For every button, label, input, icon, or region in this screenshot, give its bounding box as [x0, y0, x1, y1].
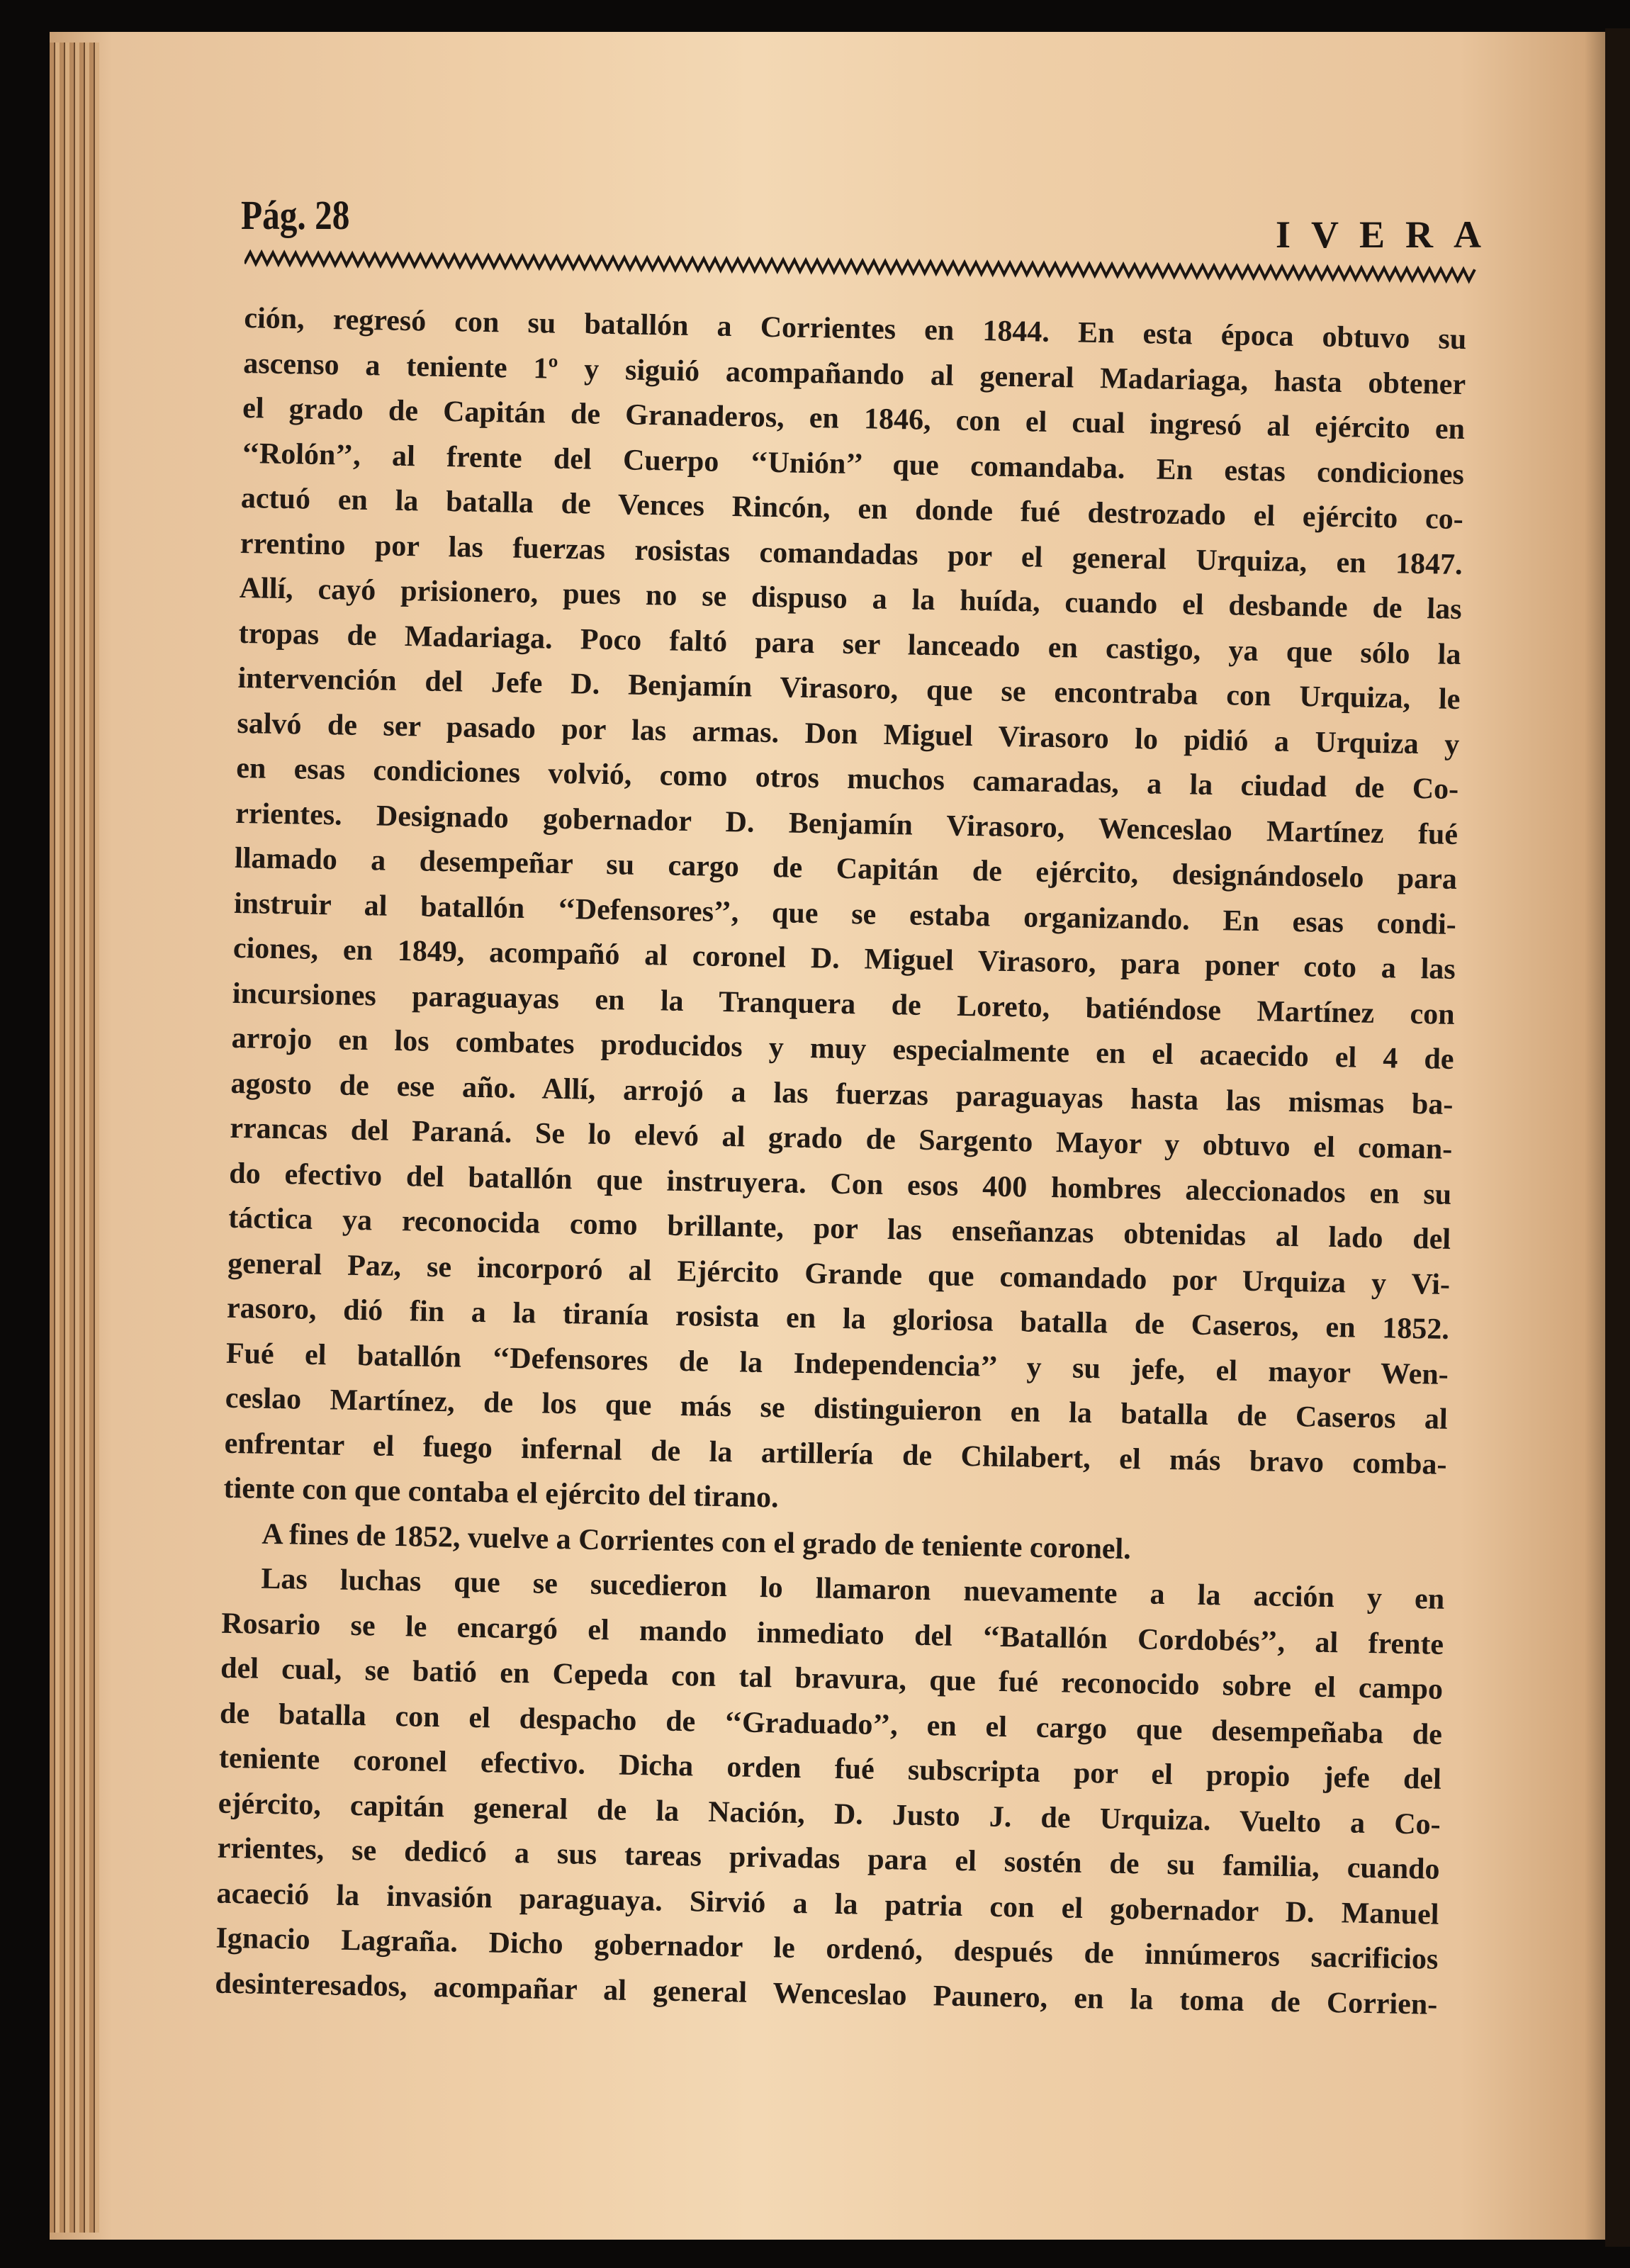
- text-line: Fué el batallón ‘‘Defensores de la Independencia’’ y su jefe, el mayor Wen-: [225, 1337, 1449, 1391]
- text-line: rasoro, dió fin a la tiranía rosista en la gloriosa batalla de Caseros, en 1852.: [226, 1291, 1450, 1346]
- text-line: do efectivo del batallón que instruyera. Con esos 400 hombres aleccionados en su: [229, 1157, 1452, 1211]
- body-text: [215, 296, 1467, 2028]
- running-title: [1276, 213, 1481, 257]
- text-line: rrentino por las fuerzas rosistas comandadas por el general Urquiza, en 1847.: [240, 527, 1463, 581]
- text-line: instruir al batallón ‘‘Defensores’’, que se estaba organizando. En esas condi-: [233, 887, 1457, 941]
- text-line: ejército, capitán general de la Nación, D. Justo J. de Urquiza. Vuelto a Co-: [218, 1787, 1441, 1841]
- title-letter: V: [1311, 213, 1339, 256]
- text-line: enfrentar el fuego infernal de la artillería de Chilabert, el más bravo comba-: [224, 1427, 1447, 1481]
- text-line: llamado a desempeñar su cargo de Capitán de ejército, designándoselo para: [234, 841, 1458, 896]
- text-line: en esas condiciones volvió, como otros muchos camaradas, a la ciudad de Co-: [235, 751, 1459, 807]
- text-line: teniente coronel efectivo. Dicha orden fué subscripta por el propio jefe del: [218, 1741, 1442, 1796]
- text-line: tiente con que contaba el ejército del tirano.: [223, 1471, 780, 1515]
- text-line: el grado de Capitán de Granaderos, en 1846, con el cual ingresó al ejército en: [242, 391, 1466, 447]
- text-line: rrancas del Paraná. Se lo elevó al grado de Sargento Mayor y obtuvo el coman-: [230, 1111, 1453, 1166]
- text-line: Rosario se le encargó el mando inmediato del ‘‘Batallón Cordobés’’, al frente: [220, 1607, 1444, 1661]
- text-line: táctica ya reconocida como brillante, por las enseñanzas obtenidas al lado del: [227, 1201, 1451, 1256]
- text-line: Las luchas que se sucedieron lo llamaron nuevamente a la acción y en: [261, 1562, 1445, 1616]
- text-line: incursiones paraguayas en la Tranquera de Loreto, batiéndose Martínez con: [232, 977, 1455, 1031]
- text-line: ción, regresó con su batallón a Corrientes en 1844. En esta época obtuvo su: [244, 301, 1467, 357]
- page-number: Pág. 28: [241, 192, 350, 238]
- text-line: intervención del Jefe D. Benjamín Virasoro, que se encontraba con Urquiza, le: [237, 661, 1461, 717]
- text-line: de batalla con el despacho de ‘‘Graduado’’, en el cargo que desempeñaba de: [219, 1697, 1443, 1751]
- text-line: salvó de ser pasado por las armas. Don Miguel Virasoro lo pidió a Urquiza y: [237, 707, 1460, 761]
- text-line: ceslao Martínez, de los que más se distinguieron en la batalla de Caseros al: [225, 1381, 1449, 1436]
- stacked-page-edges: [50, 43, 99, 2233]
- text-line: Allí, cayó prisionero, pues no se dispuso a la huída, cuando el desbande de las: [239, 571, 1462, 627]
- text-line: Ignacio Lagraña. Dicho gobernador le ordenó, después de innúmeros sacrificios: [215, 1921, 1439, 1976]
- text-line: actuó en la batalla de Vences Rincón, en donde fué destrozado el ejército co-: [240, 481, 1464, 537]
- text-line: tropas de Madariaga. Poco faltó para ser lanceado en castigo, ya que sólo la: [238, 617, 1461, 671]
- text-line: general Paz, se incorporó al Ejército Grande que comandado por Urquiza y Vi-: [227, 1247, 1451, 1301]
- text-line: rrientes. Designado gobernador D. Benjamín Virasoro, Wenceslao Martínez fué: [235, 797, 1458, 851]
- text-line: del cual, se batió en Cepeda con tal bravura, que fué reconocido sobre el campo: [220, 1651, 1444, 1706]
- text-line: agosto de ese año. Allí, arrojó a las fuerzas paraguayas hasta las mismas ba-: [230, 1067, 1454, 1121]
- text-line: arrojo en los combates producidos y muy especialmente en el acaecido el 4 de: [231, 1021, 1454, 1076]
- text-line: rrientes, se dedicó a sus tareas privadas para el sostén de su familia, cuando: [217, 1831, 1440, 1886]
- title-letter: E: [1359, 213, 1386, 256]
- text-line: ascenso a teniente 1º y siguió acompañando al general Madariaga, hasta obtener: [242, 347, 1466, 401]
- text-line: desinteresados, acompañar al general Wenceslao Paunero, en la toma de Corrien-: [215, 1967, 1438, 2021]
- page-shadow-edge: [1605, 28, 1630, 2247]
- text-line: ‘‘Rolón’’, al frente del Cuerpo ‘‘Unión’’ que comandaba. En estas condiciones: [241, 437, 1465, 491]
- title-letter: A: [1453, 213, 1481, 256]
- text-line: A fines de 1852, vuelve a Corrientes con el grado de teniente coronel.: [262, 1517, 1132, 1566]
- title-letter: R: [1405, 213, 1433, 256]
- text-line: acaeció la invasión paraguaya. Sirvió a la patria con el gobernador D. Manuel: [216, 1877, 1439, 1931]
- text-line: ciones, en 1849, acompañó al coronel D. Miguel Virasoro, para poner coto a las: [232, 931, 1456, 986]
- title-letter: I: [1276, 213, 1291, 256]
